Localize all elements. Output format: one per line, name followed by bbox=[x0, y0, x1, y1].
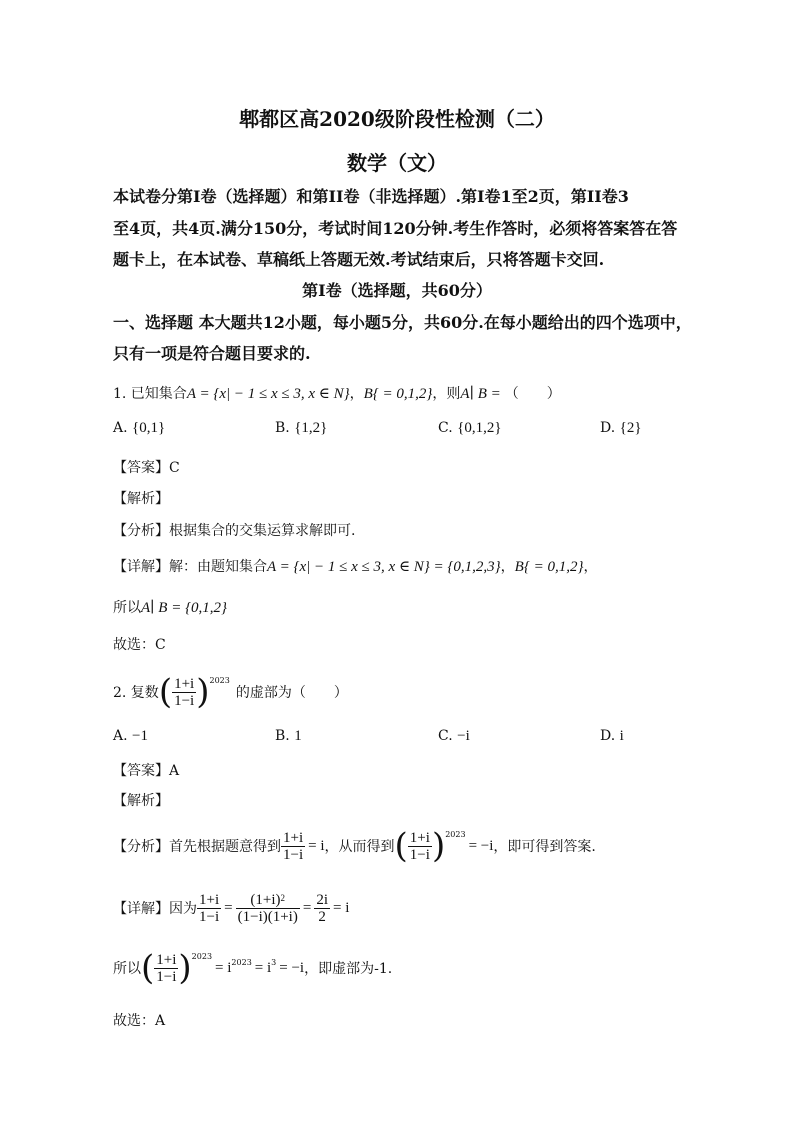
fraction bbox=[154, 952, 178, 985]
exponent: 2023 bbox=[231, 957, 252, 967]
question-2-option-c bbox=[438, 728, 470, 745]
so-mid-2: = i bbox=[254, 959, 272, 976]
denominator: (1−i)(1+i) bbox=[237, 908, 298, 925]
detail-text: 因为 bbox=[169, 901, 197, 917]
question-2-answer bbox=[113, 760, 179, 780]
equals-sign: = bbox=[302, 899, 312, 916]
question-1-option-b bbox=[275, 420, 327, 437]
question-2-stem bbox=[113, 668, 348, 716]
numerator: 1+i bbox=[156, 951, 177, 968]
option-value: {0,1,2} bbox=[457, 420, 502, 436]
intro-line-2: 至4页，共4页.满分150分，考试时间120分钟.考生作答时，必须将答案答在答 bbox=[113, 219, 678, 238]
question-1-expression: A∣ B = bbox=[460, 386, 501, 402]
denominator: 1−i bbox=[199, 908, 220, 925]
intro-line-3: 题卡上，在本试卷、草稿纸上答题无效.考试结束后，只将答题卡交回. bbox=[113, 250, 605, 269]
exponent: 2023 bbox=[209, 675, 230, 685]
detail-math: A = {x| − 1 ≤ x ≤ 3, x ∈ N} = {0,1,2,3} bbox=[267, 559, 501, 575]
fraction bbox=[314, 892, 330, 925]
equals-sign: = bbox=[224, 899, 233, 916]
answer-tag: 【答案】 bbox=[113, 763, 169, 779]
question-2-option-d bbox=[600, 728, 624, 745]
so-end: = −i bbox=[279, 959, 305, 976]
question-1-option-d bbox=[600, 420, 642, 437]
right-paren: ) bbox=[431, 826, 446, 866]
denominator: 2 bbox=[318, 908, 326, 925]
option-key: B. bbox=[275, 728, 290, 744]
question-1-set-a: A = {x| − 1 ≤ x ≤ 3, x ∈ N} bbox=[186, 386, 350, 402]
fraction bbox=[172, 676, 196, 709]
detail-separator: ， bbox=[500, 559, 515, 575]
question-1-option-c bbox=[438, 420, 502, 437]
left-paren: ( bbox=[394, 826, 408, 866]
question-1-stem bbox=[113, 383, 561, 403]
fenxi-eq-2: = −i bbox=[468, 837, 494, 854]
fenxi-tag: 【分析】 bbox=[113, 839, 169, 855]
exponent: 2023 bbox=[191, 951, 213, 961]
question-1-then: ，则 bbox=[432, 386, 461, 402]
option-value: {1,2} bbox=[294, 420, 328, 436]
question-1-set-b: B{ = 0,1,2} bbox=[363, 386, 433, 402]
question-1-option-a bbox=[113, 420, 165, 437]
fraction bbox=[281, 830, 305, 863]
denominator: 1−i bbox=[156, 968, 177, 985]
option-value: 1 bbox=[294, 728, 302, 744]
numerator bbox=[236, 892, 300, 909]
numerator: 1+i bbox=[174, 675, 195, 692]
question-1-answer bbox=[113, 457, 180, 477]
question-2-option-b bbox=[275, 728, 302, 745]
answer-value: C bbox=[169, 460, 180, 476]
fenxi-text-a: 首先根据题意得到 bbox=[169, 839, 281, 855]
option-value: −i bbox=[457, 728, 470, 744]
exponent: 2023 bbox=[445, 829, 466, 839]
option-value: −1 bbox=[132, 728, 148, 744]
subject-title: 数学（文） bbox=[347, 151, 447, 175]
exponent: 3 bbox=[271, 957, 277, 967]
option-key: D. bbox=[600, 420, 616, 436]
option-value: {2} bbox=[619, 420, 642, 436]
question-2-detail bbox=[113, 884, 349, 932]
denominator: 1−i bbox=[283, 846, 304, 863]
so-mid: = i bbox=[215, 959, 232, 976]
numerator: 1+i bbox=[199, 891, 220, 908]
fenxi-text-b: ，从而得到 bbox=[324, 839, 395, 855]
numerator-base: (1+i) bbox=[250, 891, 281, 908]
option-key: D. bbox=[600, 728, 616, 744]
intro-line-1: 本试卷分第I卷（选择题）和第II卷（非选择题）.第I卷1至2页，第II卷3 bbox=[113, 187, 629, 206]
detail-tag: 【详解】 bbox=[113, 559, 169, 575]
fenxi-tag: 【分析】 bbox=[113, 523, 169, 539]
so-math: A∣ B = {0,1,2} bbox=[141, 600, 228, 616]
detail-prefix: 解：由题知集合 bbox=[169, 559, 267, 575]
so-prefix: 所以 bbox=[113, 600, 141, 616]
question-2-fenxi bbox=[113, 822, 596, 870]
fraction bbox=[408, 830, 432, 863]
page-title: 郫都区高2020级阶段性检测（二） bbox=[239, 107, 555, 131]
question-2-prefix: 2. 复数 bbox=[113, 685, 159, 701]
question-2-analysis-tag: 【解析】 bbox=[113, 793, 169, 809]
question-1-prefix: 1. 已知集合 bbox=[113, 386, 187, 402]
question-2-suffix: 的虚部为（ ） bbox=[235, 685, 348, 701]
question-1-blank: （ ） bbox=[504, 386, 561, 402]
left-paren: ( bbox=[141, 948, 155, 988]
fenxi-text-c: ，即可得到答案. bbox=[493, 839, 596, 855]
fenxi-eq-1: = i bbox=[308, 837, 325, 854]
question-1-detail bbox=[113, 556, 597, 576]
section-instruction-1: 一、选择题 本大题共12小题，每小题5分，共60分.在每小题给出的四个选项中， bbox=[113, 313, 692, 332]
question-1-separator: ， bbox=[349, 386, 364, 402]
option-key: A. bbox=[113, 728, 128, 744]
section-instruction-2: 只有一项是符合题目要求的. bbox=[113, 344, 311, 363]
fraction bbox=[236, 892, 300, 925]
question-1-so bbox=[113, 597, 227, 617]
numerator: 2i bbox=[316, 891, 328, 908]
option-key: C. bbox=[438, 728, 453, 744]
answer-value: A bbox=[169, 763, 180, 779]
square-exponent: 2 bbox=[280, 892, 286, 903]
detail-end: ， bbox=[583, 559, 598, 575]
question-1-fenxi bbox=[113, 520, 355, 540]
so-prefix: 所以 bbox=[113, 961, 141, 977]
question-1-choose: 故选：C bbox=[113, 637, 166, 653]
option-key: A. bbox=[113, 420, 128, 436]
right-paren: ) bbox=[178, 948, 192, 988]
option-value: i bbox=[619, 728, 624, 744]
numerator: 1+i bbox=[283, 829, 304, 846]
option-value: {0,1} bbox=[132, 420, 166, 436]
denominator: 1−i bbox=[174, 692, 195, 709]
detail-result: = i bbox=[332, 899, 350, 916]
answer-tag: 【答案】 bbox=[113, 460, 169, 476]
numerator: 1+i bbox=[409, 829, 430, 846]
option-key: B. bbox=[275, 420, 290, 436]
question-2-choose: 故选：A bbox=[113, 1013, 166, 1029]
option-key: C. bbox=[438, 420, 453, 436]
right-paren: ) bbox=[196, 672, 210, 712]
question-1-analysis-tag: 【解析】 bbox=[113, 491, 169, 507]
denominator: 1−i bbox=[409, 846, 430, 863]
section-heading: 第I卷（选择题，共60分） bbox=[302, 281, 492, 300]
detail-tag: 【详解】 bbox=[113, 901, 169, 917]
left-paren: ( bbox=[158, 672, 173, 712]
question-2-option-a bbox=[113, 728, 148, 745]
fenxi-text: 根据集合的交集运算求解即可. bbox=[169, 523, 356, 539]
detail-set-b: B{ = 0,1,2} bbox=[514, 559, 584, 575]
so-text: ，即虚部为-1. bbox=[304, 961, 393, 977]
fraction bbox=[197, 892, 221, 925]
question-2-so bbox=[113, 944, 392, 992]
